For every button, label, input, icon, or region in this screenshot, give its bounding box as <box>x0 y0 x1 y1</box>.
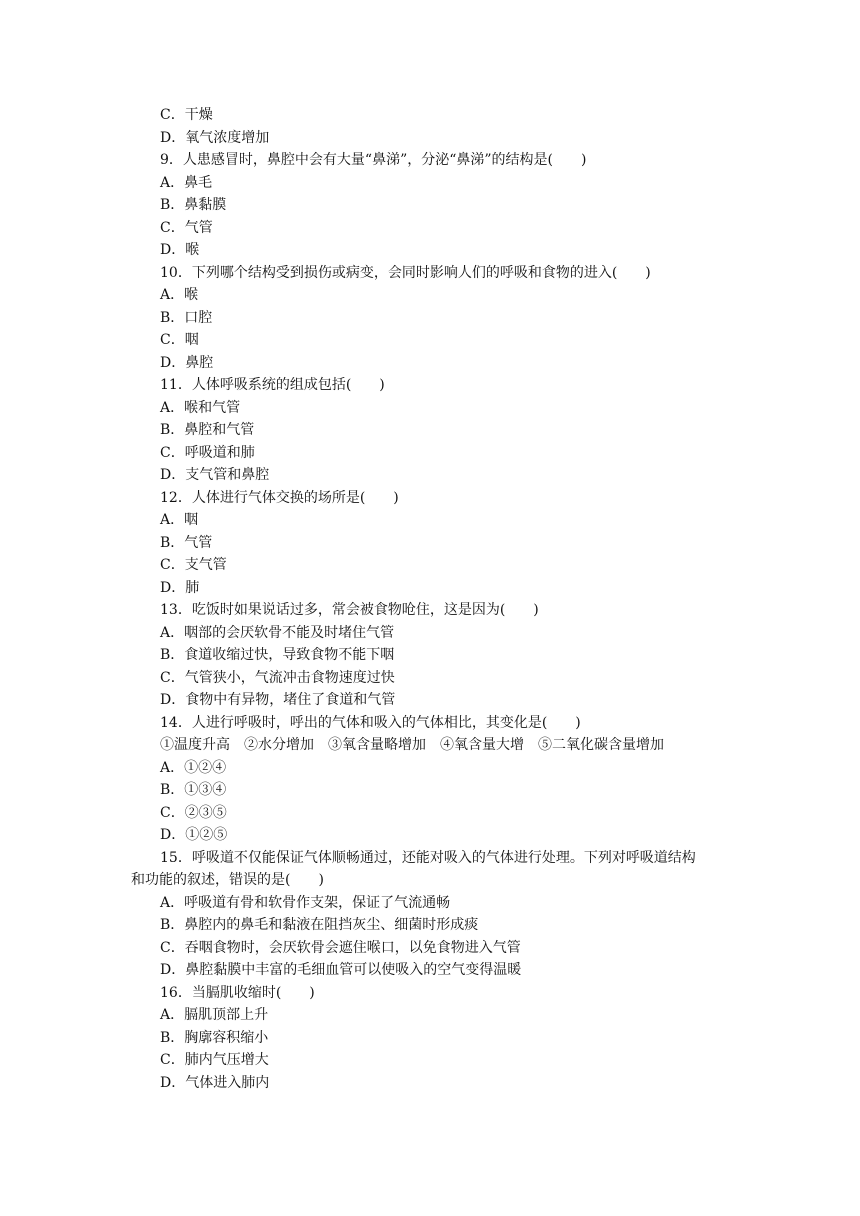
question-text: 13．吃饭时如果说话过多，常会被食物呛住，这是因为( ) <box>160 602 539 618</box>
answer-option: B．口腔 <box>160 309 213 326</box>
answer-option: A．鼻毛 <box>160 174 213 191</box>
answer-option: D．氧气浓度增加 <box>160 129 270 146</box>
answer-option: C．肺内气压增大 <box>160 1052 269 1068</box>
answer-option: C．咽 <box>160 332 199 348</box>
answer-option: A．喉 <box>160 287 199 303</box>
question-text: 15．呼吸道不仅能保证气体顺畅通过，还能对吸入的气体进行处理。下列对呼吸道结构 <box>160 849 696 866</box>
answer-option: C．气管 <box>160 219 213 236</box>
question-text: 11．人体呼吸系统的组成包括( ) <box>160 377 385 393</box>
question-items: ①温度升高 ②水分增加 ③氧含量略增加 ④氧含量大增 ⑤二氧化碳含量增加 <box>160 737 664 753</box>
answer-option: D．鼻腔 <box>160 354 214 371</box>
answer-option: C．吞咽食物时，会厌软骨会遮住喉口，以免食物进入气管 <box>160 939 521 956</box>
question-text: 和功能的叙述，错误的是( ) <box>131 872 324 888</box>
answer-option: B．气管 <box>160 534 213 551</box>
answer-option: C．干燥 <box>160 107 213 123</box>
document-page <box>0 104 860 1094</box>
answer-option: A．①②④ <box>160 759 227 776</box>
question-text: 16．当膈肌收缩时( ) <box>160 984 315 1001</box>
answer-option: B．鼻腔内的鼻毛和黏液在阻挡灰尘、细菌时形成痰 <box>160 917 479 933</box>
answer-option: C．呼吸道和肺 <box>160 444 255 461</box>
answer-option: D．喉 <box>160 242 200 258</box>
answer-option: B．①③④ <box>160 782 227 798</box>
answer-option: A．呼吸道有骨和软骨作支架，保证了气流通畅 <box>160 894 451 911</box>
answer-option: D．鼻腔黏膜中丰富的毛细血管可以使吸入的空气变得温暖 <box>160 962 522 978</box>
question-text: 9．人患感冒时，鼻腔中会有大量“鼻涕”，分泌“鼻涕”的结构是( ) <box>160 152 587 168</box>
question-text: 10．下列哪个结构受到损伤或病变，会同时影响人们的呼吸和食物的进入( ) <box>160 264 651 281</box>
answer-option: A．咽部的会厌软骨不能及时堵住气管 <box>160 624 395 641</box>
answer-option: D．支气管和鼻腔 <box>160 467 270 483</box>
answer-option: A．膈肌顶部上升 <box>160 1007 269 1023</box>
answer-option: D．肺 <box>160 579 200 596</box>
answer-option: D．①②⑤ <box>160 827 228 843</box>
answer-option: C．②③⑤ <box>160 804 227 821</box>
answer-option: B．鼻黏膜 <box>160 197 227 213</box>
answer-option: B．胸廓容积缩小 <box>160 1029 269 1046</box>
question-text: 12．人体进行气体交换的场所是( ) <box>160 489 399 506</box>
answer-option: D．气体进入肺内 <box>160 1074 270 1091</box>
answer-option: A．喉和气管 <box>160 399 241 416</box>
question-text: 14．人进行呼吸时，呼出的气体和吸入的气体相比，其变化是( ) <box>160 714 581 731</box>
answer-option: A．咽 <box>160 512 199 528</box>
answer-option: B．食道收缩过快，导致食物不能下咽 <box>160 647 395 663</box>
answer-option: B．鼻腔和气管 <box>160 422 255 438</box>
answer-option: D．食物中有异物，堵住了食道和气管 <box>160 692 396 708</box>
answer-option: C．气管狭小，气流冲击食物速度过快 <box>160 669 395 686</box>
answer-option: C．支气管 <box>160 557 227 573</box>
